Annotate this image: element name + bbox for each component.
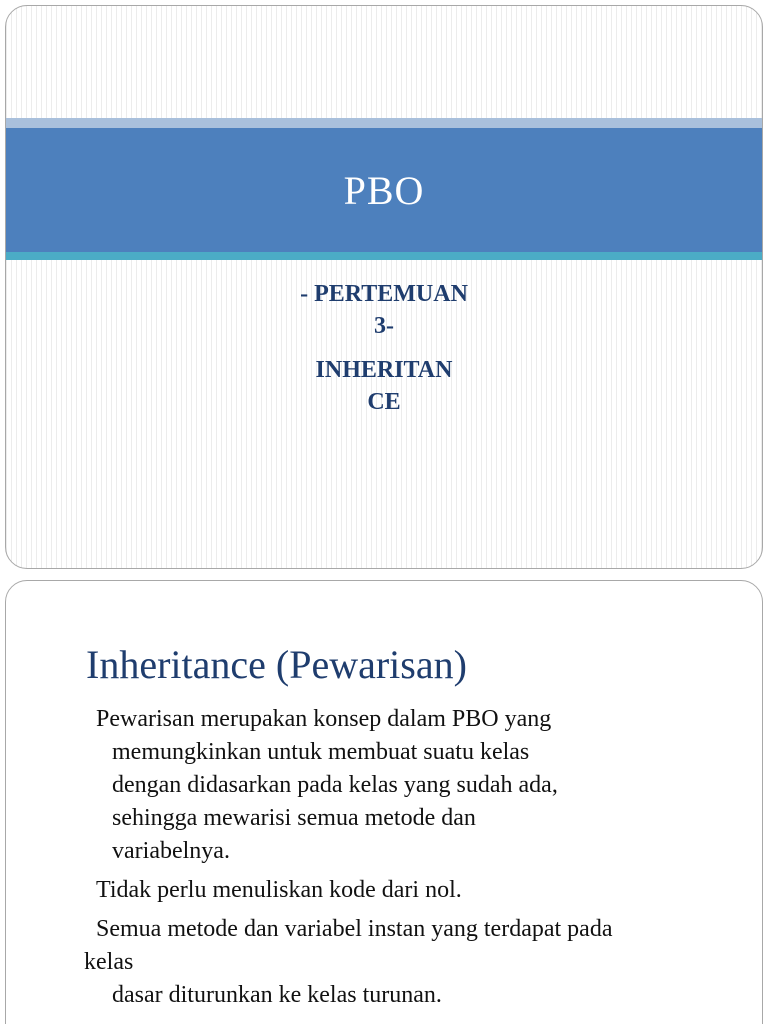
subtitle-spacer xyxy=(6,342,762,354)
subtitle-line: 3- xyxy=(374,313,394,339)
subtitle-line: - PERTEMUAN xyxy=(300,281,468,307)
title-bar xyxy=(6,128,762,252)
subtitle-line: CE xyxy=(367,389,401,415)
bullet-continuation: memungkinkan untuk membuat suatu kelas xyxy=(112,739,530,765)
slide-subtitle xyxy=(6,278,762,418)
subtitle-line: INHERITAN xyxy=(315,357,453,383)
slide-thumbnail-2[interactable] xyxy=(5,580,763,1024)
slide-body xyxy=(84,703,724,1018)
bullet-text: Semua metode dan variabel instan yang terdapat pada xyxy=(96,916,613,942)
bullet-text: Pewarisan merupakan konsep dalam PBO yang xyxy=(96,706,552,732)
bullet-item xyxy=(84,703,724,868)
title-top-accent-band xyxy=(6,118,762,128)
slide-title: PBO xyxy=(343,167,425,213)
bullet-continuation: dengan didasarkan pada kelas yang sudah ada, xyxy=(112,772,558,798)
bullet-continuation: variabelnya. xyxy=(112,838,230,864)
bullet-continuation: dasar diturunkan ke kelas turunan. xyxy=(112,982,442,1008)
title-bottom-accent-band xyxy=(6,252,762,260)
slide-thumbnail-1[interactable] xyxy=(5,5,763,569)
bullet-continuation: kelas xyxy=(84,949,134,975)
bullet-item xyxy=(84,913,724,1012)
slide-heading: Inheritance (Pewarisan) xyxy=(86,642,467,687)
bullet-item xyxy=(84,874,724,907)
bullet-text: Tidak perlu menuliskan kode dari nol. xyxy=(96,877,462,903)
bullet-continuation: sehingga mewarisi semua metode dan xyxy=(112,805,476,831)
